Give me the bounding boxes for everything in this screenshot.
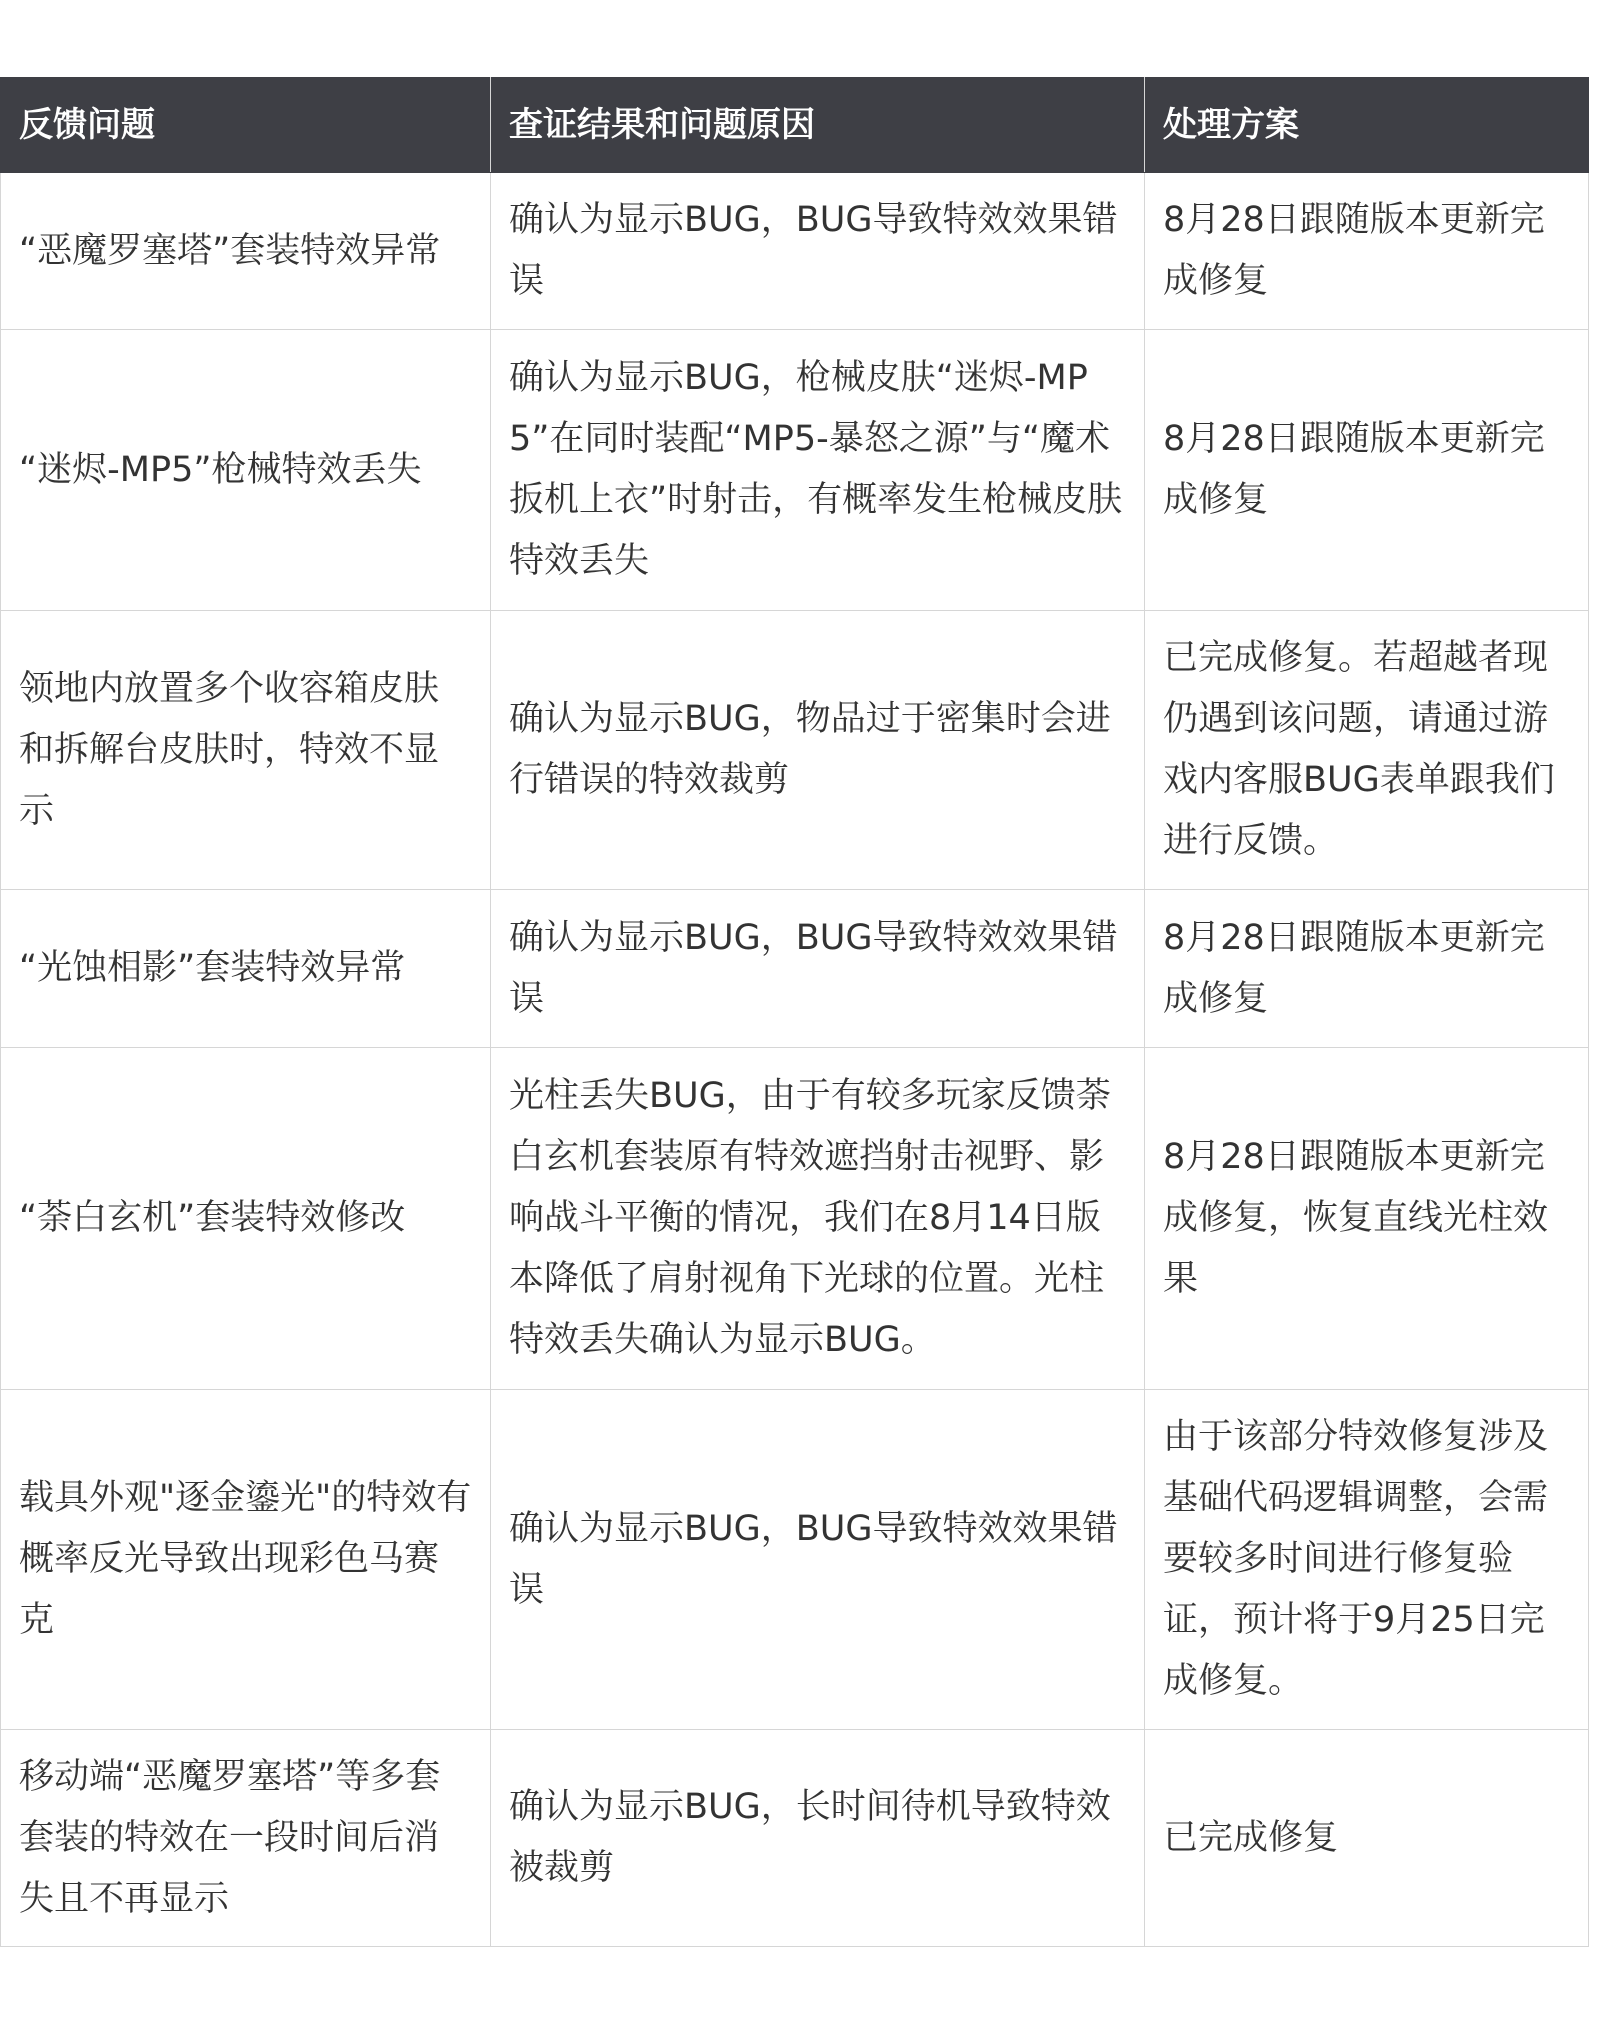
solution-cell: 8月28日跟随版本更新完成修复，恢复直线光柱效果 <box>1145 1048 1589 1390</box>
cause-cell: 确认为显示BUG，物品过于密集时会进行错误的特效裁剪 <box>491 611 1145 890</box>
issue-cell: 领地内放置多个收容箱皮肤和拆解台皮肤时，特效不显示 <box>1 611 491 890</box>
cause-cell: 光柱丢失BUG，由于有较多玩家反馈荼白玄机套装原有特效遮挡射击视野、影响战斗平衡的情况，我们在8月14日版本降低了肩射视角下光球的位置。光柱特效丢失确认为显示BUG。 <box>491 1048 1145 1390</box>
cause-cell: 确认为显示BUG，BUG导致特效效果错误 <box>491 890 1145 1048</box>
solution-cell: 由于该部分特效修复涉及基础代码逻辑调整，会需要较多时间进行修复验证，预计将于9月25日完成修复。 <box>1145 1390 1589 1730</box>
table-row <box>1 611 1589 890</box>
issue-cell: “迷烬-MP5”枪械特效丢失 <box>1 330 491 611</box>
solution-cell: 已完成修复 <box>1145 1730 1589 1947</box>
table-row <box>1 1730 1589 1947</box>
header-feedback-issue: 反馈问题 <box>1 78 491 173</box>
cause-cell: 确认为显示BUG，BUG导致特效效果错误 <box>491 1390 1145 1730</box>
solution-cell: 8月28日跟随版本更新完成修复 <box>1145 890 1589 1048</box>
solution-cell: 8月28日跟随版本更新完成修复 <box>1145 330 1589 611</box>
header-solution: 处理方案 <box>1145 78 1589 173</box>
issue-cell: 移动端“恶魔罗塞塔”等多套套装的特效在一段时间后消失且不再显示 <box>1 1730 491 1947</box>
table-row <box>1 890 1589 1048</box>
header-verification-cause: 查证结果和问题原因 <box>491 78 1145 173</box>
issue-cell: “光蚀相影”套装特效异常 <box>1 890 491 1048</box>
cause-cell: 确认为显示BUG，长时间待机导致特效被裁剪 <box>491 1730 1145 1947</box>
feedback-table <box>0 77 1589 1947</box>
table-row <box>1 330 1589 611</box>
cause-cell: 确认为显示BUG，枪械皮肤“迷烬-MP5”在同时装配“MP5-暴怒之源”与“魔术扳机上衣”时射击，有概率发生枪械皮肤特效丢失 <box>491 330 1145 611</box>
issue-cell: “恶魔罗塞塔”套装特效异常 <box>1 173 491 330</box>
table-header <box>1 78 1589 173</box>
solution-cell: 8月28日跟随版本更新完成修复 <box>1145 173 1589 330</box>
issue-cell: “荼白玄机”套装特效修改 <box>1 1048 491 1390</box>
table-body <box>1 173 1589 1947</box>
header-row <box>1 78 1589 173</box>
table-row <box>1 1390 1589 1730</box>
issue-cell: 载具外观"逐金鎏光"的特效有概率反光导致出现彩色马赛克 <box>1 1390 491 1730</box>
table-row <box>1 1048 1589 1390</box>
table-row <box>1 173 1589 330</box>
solution-cell: 已完成修复。若超越者现仍遇到该问题，请通过游戏内客服BUG表单跟我们进行反馈。 <box>1145 611 1589 890</box>
cause-cell: 确认为显示BUG，BUG导致特效效果错误 <box>491 173 1145 330</box>
